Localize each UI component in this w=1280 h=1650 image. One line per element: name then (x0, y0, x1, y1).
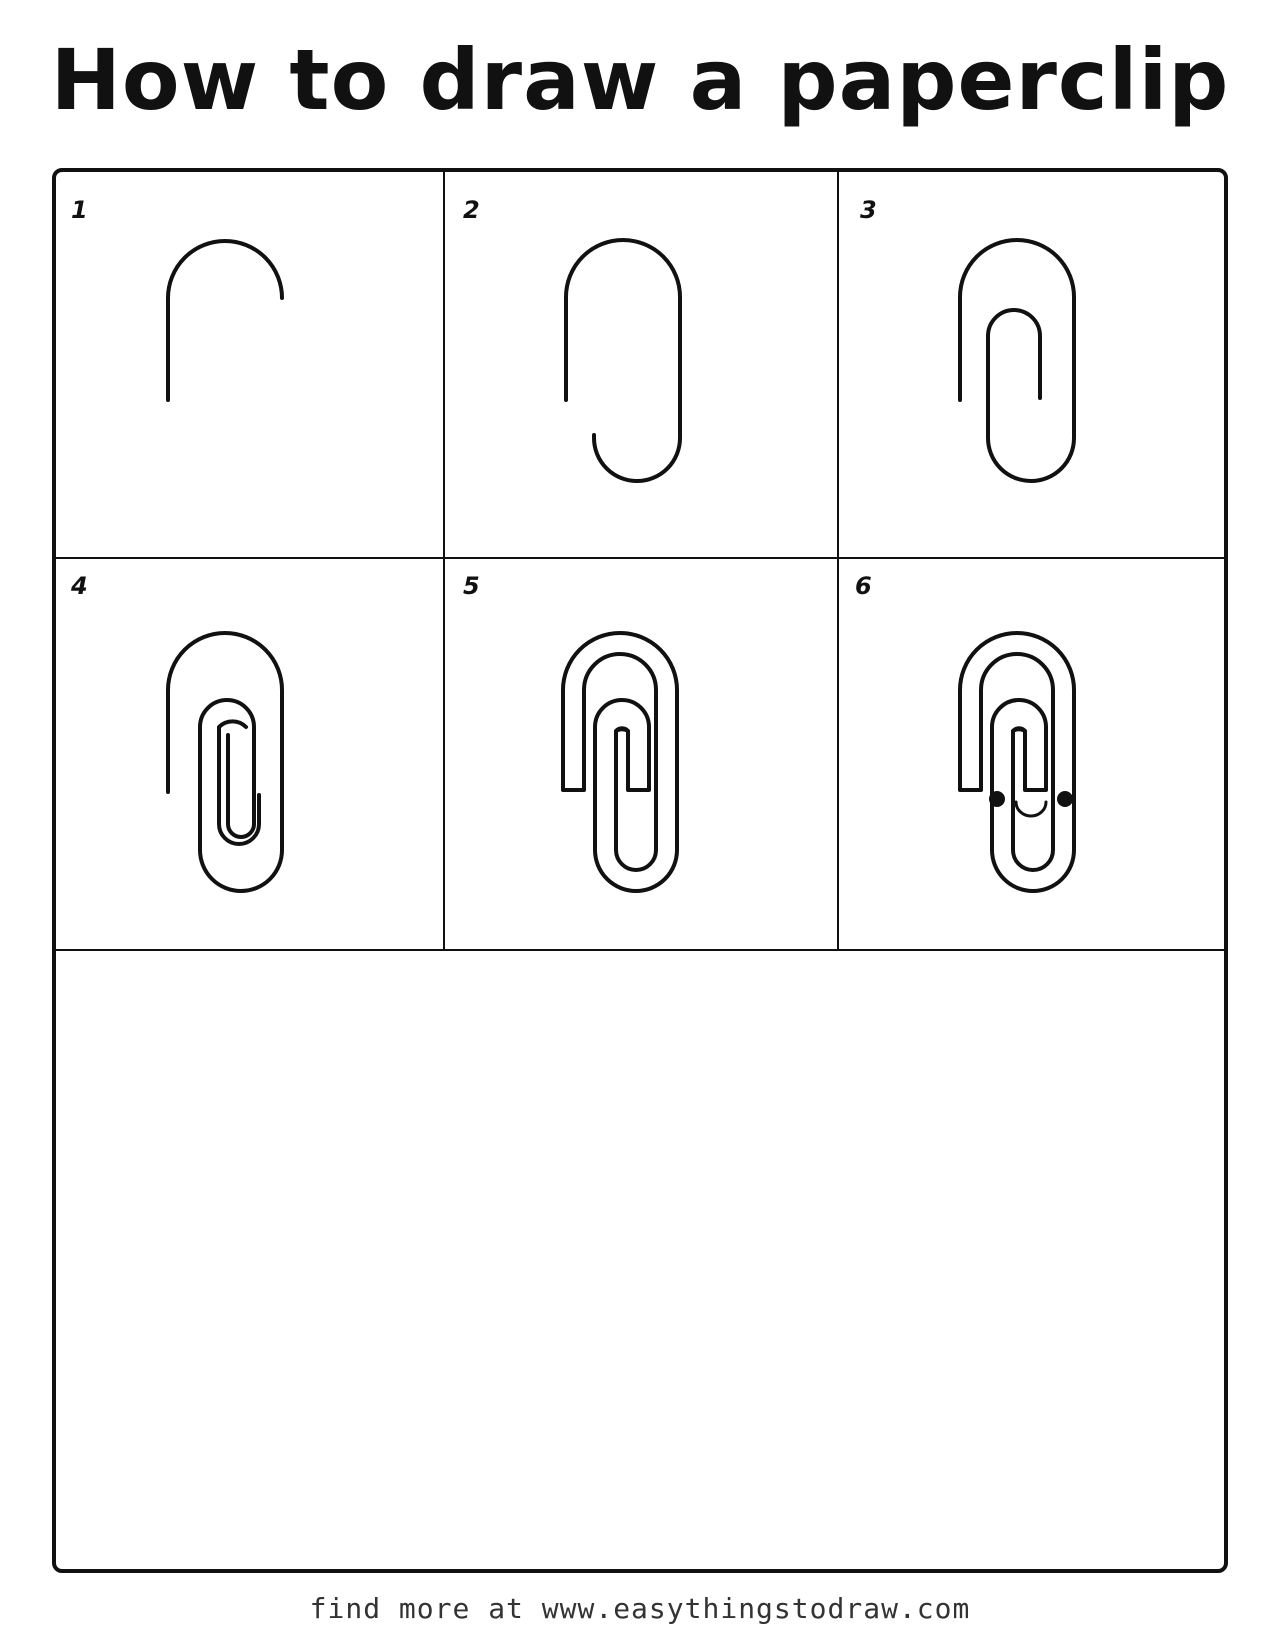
paperclip-icon (168, 241, 282, 400)
paperclip-icon (168, 633, 282, 891)
page-title: How to draw a paperclip (50, 31, 1230, 129)
step-number-3: 3 (860, 196, 877, 224)
face-eye-icon (989, 791, 1073, 807)
step-number-1: 1 (71, 196, 88, 224)
paperclip-icon (566, 240, 680, 481)
smile-icon (1016, 802, 1046, 816)
step-number-5: 5 (463, 572, 480, 600)
footer-credit: find more at www.easythingstodraw.com (309, 1592, 971, 1625)
step-number-2: 2 (463, 196, 480, 224)
paperclip-icon (960, 240, 1074, 481)
step-number-6: 6 (855, 572, 872, 600)
paperclip-icon (563, 633, 677, 891)
paperclip-icon (960, 633, 1074, 891)
step-number-4: 4 (71, 572, 88, 600)
